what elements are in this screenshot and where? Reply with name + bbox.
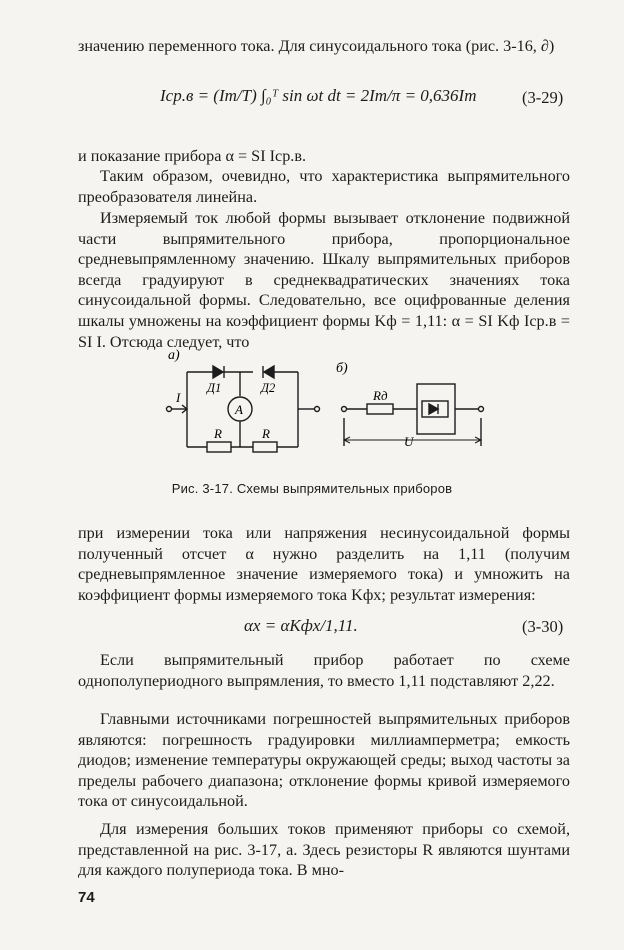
figure-label-a: а) [168, 348, 180, 363]
resistor-add-label: Rд [373, 388, 388, 403]
diode1-label: Д1 [207, 381, 222, 395]
paragraph-errors: Главными источниками погрешностей выпрямительных приборов являются: погрешность градуировки миллиамперметра; емкость диодов; изменение температуры окружающей среды; выход частоты за пределы рабочего диапазона; отклонение формы кривой измеряемого тока от синусоидальной. [78, 710, 570, 811]
formula-3-30-number: (3-30) [522, 617, 564, 636]
page-number: 74 [78, 889, 95, 906]
paragraph-halfwave: Если выпрямительный прибор работает по схеме однополупериодного выпрямления, то вместо 1,11 подставляют 2,22. [78, 651, 570, 690]
figure-caption: Рис. 3-17. Схемы выпрямительных приборов [171, 481, 453, 496]
resistor-left-label: R [214, 426, 222, 441]
paragraph-large-currents: Для измерения больших токов применяют приборы со схемой, представленной на рис. 3-17, а. Здесь резисторы R являются шунтами для каждого полупериода тока. В мно- [78, 820, 570, 880]
ammeter-label: A [235, 402, 243, 417]
paragraph-reading: и показание прибора α = SI Iср.в. [78, 147, 307, 165]
formula-3-30: αx = αKфx/1,11. [244, 616, 358, 635]
paragraph-linear: Таким образом, очевидно, что характеристика выпрямительного преобразователя линейна. [78, 167, 570, 206]
figure-label-b: б) [336, 361, 348, 376]
paragraph-measured: Измеряемый ток любой формы вызывает отклонение подвижной части выпрямительного прибора, пропорциональное средневыпрямленному значению. Шкалу выпрямительных приборов всегда градуируют в среднеквадратических значениях тока синусоидальной формы. Следовательно, все оцифрованные деления шкалы умножены на коэффициент формы Kф = 1,11: α = SI Kф Iср.в = SI I. Отсюда следует, что [78, 209, 570, 351]
paragraph-nonsinusoidal: при измерении тока или напряжения несинусоидальной формы полученный отсчет α нужно разделить на 1,11 (получим средневыпрямленное значение измеряемого тока) и умножить на коэффициент формы измеряемого тока Kфx; результат измерения: [78, 524, 570, 604]
diode2-label: Д2 [261, 381, 276, 395]
voltage-label: U [404, 434, 414, 449]
paragraph-intro: значению переменного тока. Для синусоидального тока (рис. 3-16, ∂) [78, 37, 555, 55]
formula-3-29-number: (3-29) [522, 88, 564, 107]
formula-3-29: Iср.в = (Im/T) ∫₀ᵀ sin ωt dt = 2Im/π = 0,636Im [160, 86, 477, 105]
resistor-right-label: R [262, 426, 270, 441]
current-label: I [176, 390, 181, 405]
